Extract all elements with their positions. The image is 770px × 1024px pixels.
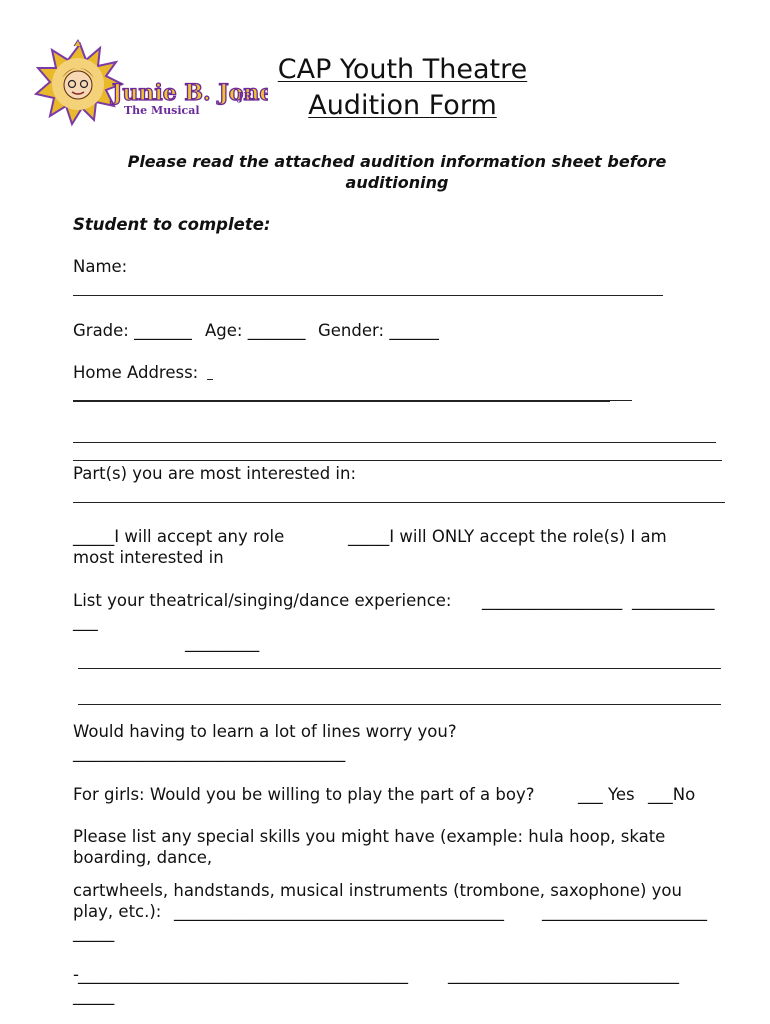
address-field-line1[interactable] — [73, 400, 610, 402]
skills-line5-prefix: - — [73, 965, 79, 984]
logo-brand-text: Junie B. Jone — [112, 80, 268, 106]
experience-field-blank3[interactable]: _________ — [185, 633, 260, 652]
age-field[interactable]: Age: _______ — [205, 321, 306, 340]
girls-question: For girls: Would you be willing to play the part of a boy? — [73, 785, 535, 804]
skills-field-wrap2[interactable]: _____ — [73, 986, 115, 1005]
grade-field[interactable]: Grade: _______ — [73, 321, 192, 340]
experience-field-line2[interactable] — [78, 704, 721, 705]
address-field-line1-tail[interactable] — [610, 400, 632, 401]
logo-subtitle: The Musical — [124, 104, 200, 117]
instructions-line2: auditioning — [345, 173, 449, 192]
accept-any-role-option[interactable]: _____I will accept any role — [73, 527, 285, 546]
address-label: Home Address: — [73, 363, 199, 382]
address-field-line3[interactable] — [73, 460, 722, 461]
address-inline-blank[interactable] — [207, 379, 213, 380]
address-field-line2[interactable] — [73, 442, 716, 443]
parts-label: Part(s) you are most interested in: — [73, 464, 357, 483]
instructions-line1: Please read the attached audition information sheet before — [127, 152, 667, 171]
accept-only-role-continued: most interested in — [73, 548, 224, 567]
parts-field[interactable] — [73, 502, 725, 503]
logo-starburst — [36, 40, 122, 124]
girls-yes-option[interactable]: ___ Yes — [578, 785, 635, 804]
form-title-line2: Audition Form — [308, 90, 497, 121]
skills-line2: boarding, dance, — [73, 848, 213, 867]
lines-question: Would having to learn a lot of lines worry you? — [73, 722, 457, 741]
accept-only-role-option[interactable]: _____I will ONLY accept the role(s) I am — [348, 527, 667, 546]
experience-label: List your theatrical/singing/dance experience: — [73, 591, 452, 610]
gender-field[interactable]: Gender: ______ — [318, 321, 439, 340]
skills-line3: cartwheels, handstands, musical instruments (trombone, saxophone) you — [73, 881, 682, 900]
name-label: Name: — [73, 257, 128, 276]
girls-no-option[interactable]: ___No — [648, 785, 696, 804]
experience-field-line1[interactable] — [78, 668, 721, 669]
skills-line4-prefix: play, etc.): — [73, 902, 162, 921]
skills-field-blank1[interactable]: ________________________________________ — [174, 902, 504, 921]
skills-field-blank2[interactable]: ____________________ — [542, 902, 707, 921]
skills-field-blank3[interactable]: ________________________________________ — [78, 965, 408, 984]
logo-suffix: JR. — [238, 90, 257, 103]
skills-field-wrap1[interactable]: _____ — [73, 923, 115, 942]
section-label: Student to complete: — [73, 215, 271, 234]
name-field[interactable] — [73, 295, 663, 296]
skills-field-blank4[interactable]: ____________________________ — [448, 965, 679, 984]
experience-field-blank1[interactable]: _________________ — [482, 591, 623, 610]
experience-field-blank2[interactable]: __________ — [632, 591, 715, 610]
skills-line1: Please list any special skills you might have (example: hula hoop, skate — [73, 827, 666, 846]
lines-answer-field[interactable]: _________________________________ — [73, 743, 346, 762]
experience-field-wrap[interactable]: ___ — [73, 612, 98, 631]
form-title-line1: CAP Youth Theatre — [277, 54, 528, 85]
